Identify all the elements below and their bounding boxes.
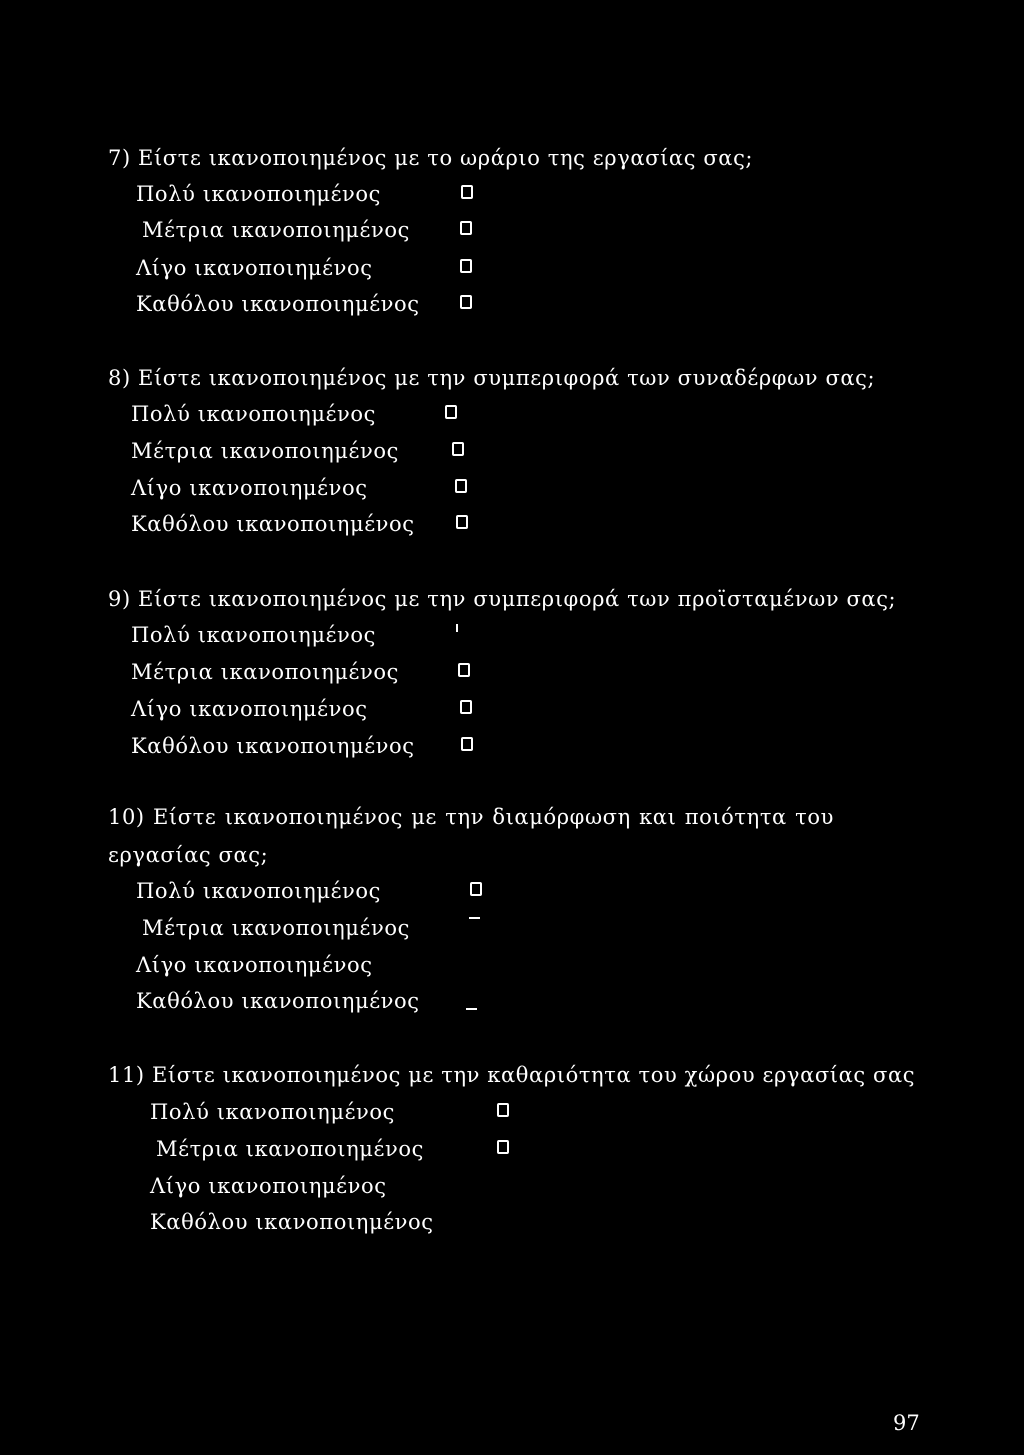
q11-option-moderate: Μέτρια ικανοποιημένος bbox=[156, 1137, 424, 1161]
question-7-title: 7) Είστε ικανοποιημένος με το ωράριο της εργασίας σας; bbox=[108, 146, 754, 170]
question-8-title: 8) Είστε ικανοποιημένος με την συμπεριφορά των συναδέρφων σας; bbox=[108, 366, 876, 390]
q10-word: ποιότητα bbox=[684, 805, 787, 829]
q10-word: διαμόρφωση bbox=[492, 805, 631, 829]
q11-option-none: Καθόλου ικανοποιημένος bbox=[150, 1210, 434, 1234]
q9-option-moderate: Μέτρια ικανοποιημένος bbox=[131, 660, 399, 684]
q11-option-very: Πολύ ικανοποιημένος bbox=[150, 1100, 396, 1124]
question-9-title: 9) Είστε ικανοποιημένος με την συμπεριφορά των προϊσταμένων σας; bbox=[108, 587, 897, 611]
page-number: 97 bbox=[893, 1411, 920, 1435]
q9-option-very: Πολύ ικανοποιημένος bbox=[131, 623, 377, 647]
q8-option-none: Καθόλου ικανοποιημένος bbox=[131, 512, 415, 536]
q8-option-little: Λίγο ικανοποιημένος bbox=[131, 476, 368, 500]
q9-option-little: Λίγο ικανοποιημένος bbox=[131, 697, 368, 721]
q8-checkbox-none[interactable] bbox=[456, 515, 468, 529]
q7-checkbox-none[interactable] bbox=[460, 295, 472, 309]
q8-option-very: Πολύ ικανοποιημένος bbox=[131, 402, 377, 426]
q10-word: 10) bbox=[108, 805, 145, 829]
question-10-title-line2: εργασίας σας; bbox=[108, 843, 269, 867]
q10-option-very: Πολύ ικανοποιημένος bbox=[136, 879, 382, 903]
q9-checkbox-very-faint-mark[interactable] bbox=[456, 624, 458, 632]
q10-word: την bbox=[445, 805, 485, 829]
q9-checkbox-none[interactable] bbox=[461, 737, 473, 751]
q8-checkbox-very[interactable] bbox=[445, 405, 457, 419]
q10-checkbox-moderate-partial[interactable] bbox=[469, 917, 480, 919]
question-10-title bbox=[108, 805, 834, 829]
q8-checkbox-moderate[interactable] bbox=[452, 442, 464, 456]
q7-checkbox-little[interactable] bbox=[460, 259, 472, 273]
q10-checkbox-none-partial[interactable] bbox=[466, 1008, 477, 1010]
q10-word: Είστε bbox=[153, 805, 217, 829]
q8-checkbox-little[interactable] bbox=[455, 479, 467, 493]
q7-checkbox-very[interactable] bbox=[461, 185, 473, 199]
q7-option-moderate: Μέτρια ικανοποιημένος bbox=[142, 218, 410, 242]
q7-checkbox-moderate[interactable] bbox=[460, 221, 472, 235]
question-11-title: 11) Είστε ικανοποιημένος με την καθαριότητα του χώρου εργασίας σας bbox=[108, 1063, 916, 1087]
q11-checkbox-moderate[interactable] bbox=[497, 1140, 509, 1154]
q10-option-moderate: Μέτρια ικανοποιημένος bbox=[142, 916, 410, 940]
q11-option-little: Λίγο ικανοποιημένος bbox=[150, 1174, 387, 1198]
q9-checkbox-little[interactable] bbox=[460, 700, 472, 714]
q10-option-none: Καθόλου ικανοποιημένος bbox=[136, 989, 420, 1013]
q7-option-none: Καθόλου ικανοποιημένος bbox=[136, 292, 420, 316]
q10-word: του bbox=[795, 805, 834, 829]
q11-checkbox-very[interactable] bbox=[497, 1103, 509, 1117]
q10-word: και bbox=[639, 805, 677, 829]
q9-checkbox-moderate[interactable] bbox=[458, 663, 470, 677]
q10-checkbox-very[interactable] bbox=[470, 882, 482, 896]
q10-option-little: Λίγο ικανοποιημένος bbox=[136, 953, 373, 977]
q10-word: με bbox=[411, 805, 438, 829]
q7-option-little: Λίγο ικανοποιημένος bbox=[136, 256, 373, 280]
q10-word: ικανοποιημένος bbox=[224, 805, 403, 829]
q7-option-very: Πολύ ικανοποιημένος bbox=[136, 182, 382, 206]
q8-option-moderate: Μέτρια ικανοποιημένος bbox=[131, 439, 399, 463]
q9-option-none: Καθόλου ικανοποιημένος bbox=[131, 734, 415, 758]
